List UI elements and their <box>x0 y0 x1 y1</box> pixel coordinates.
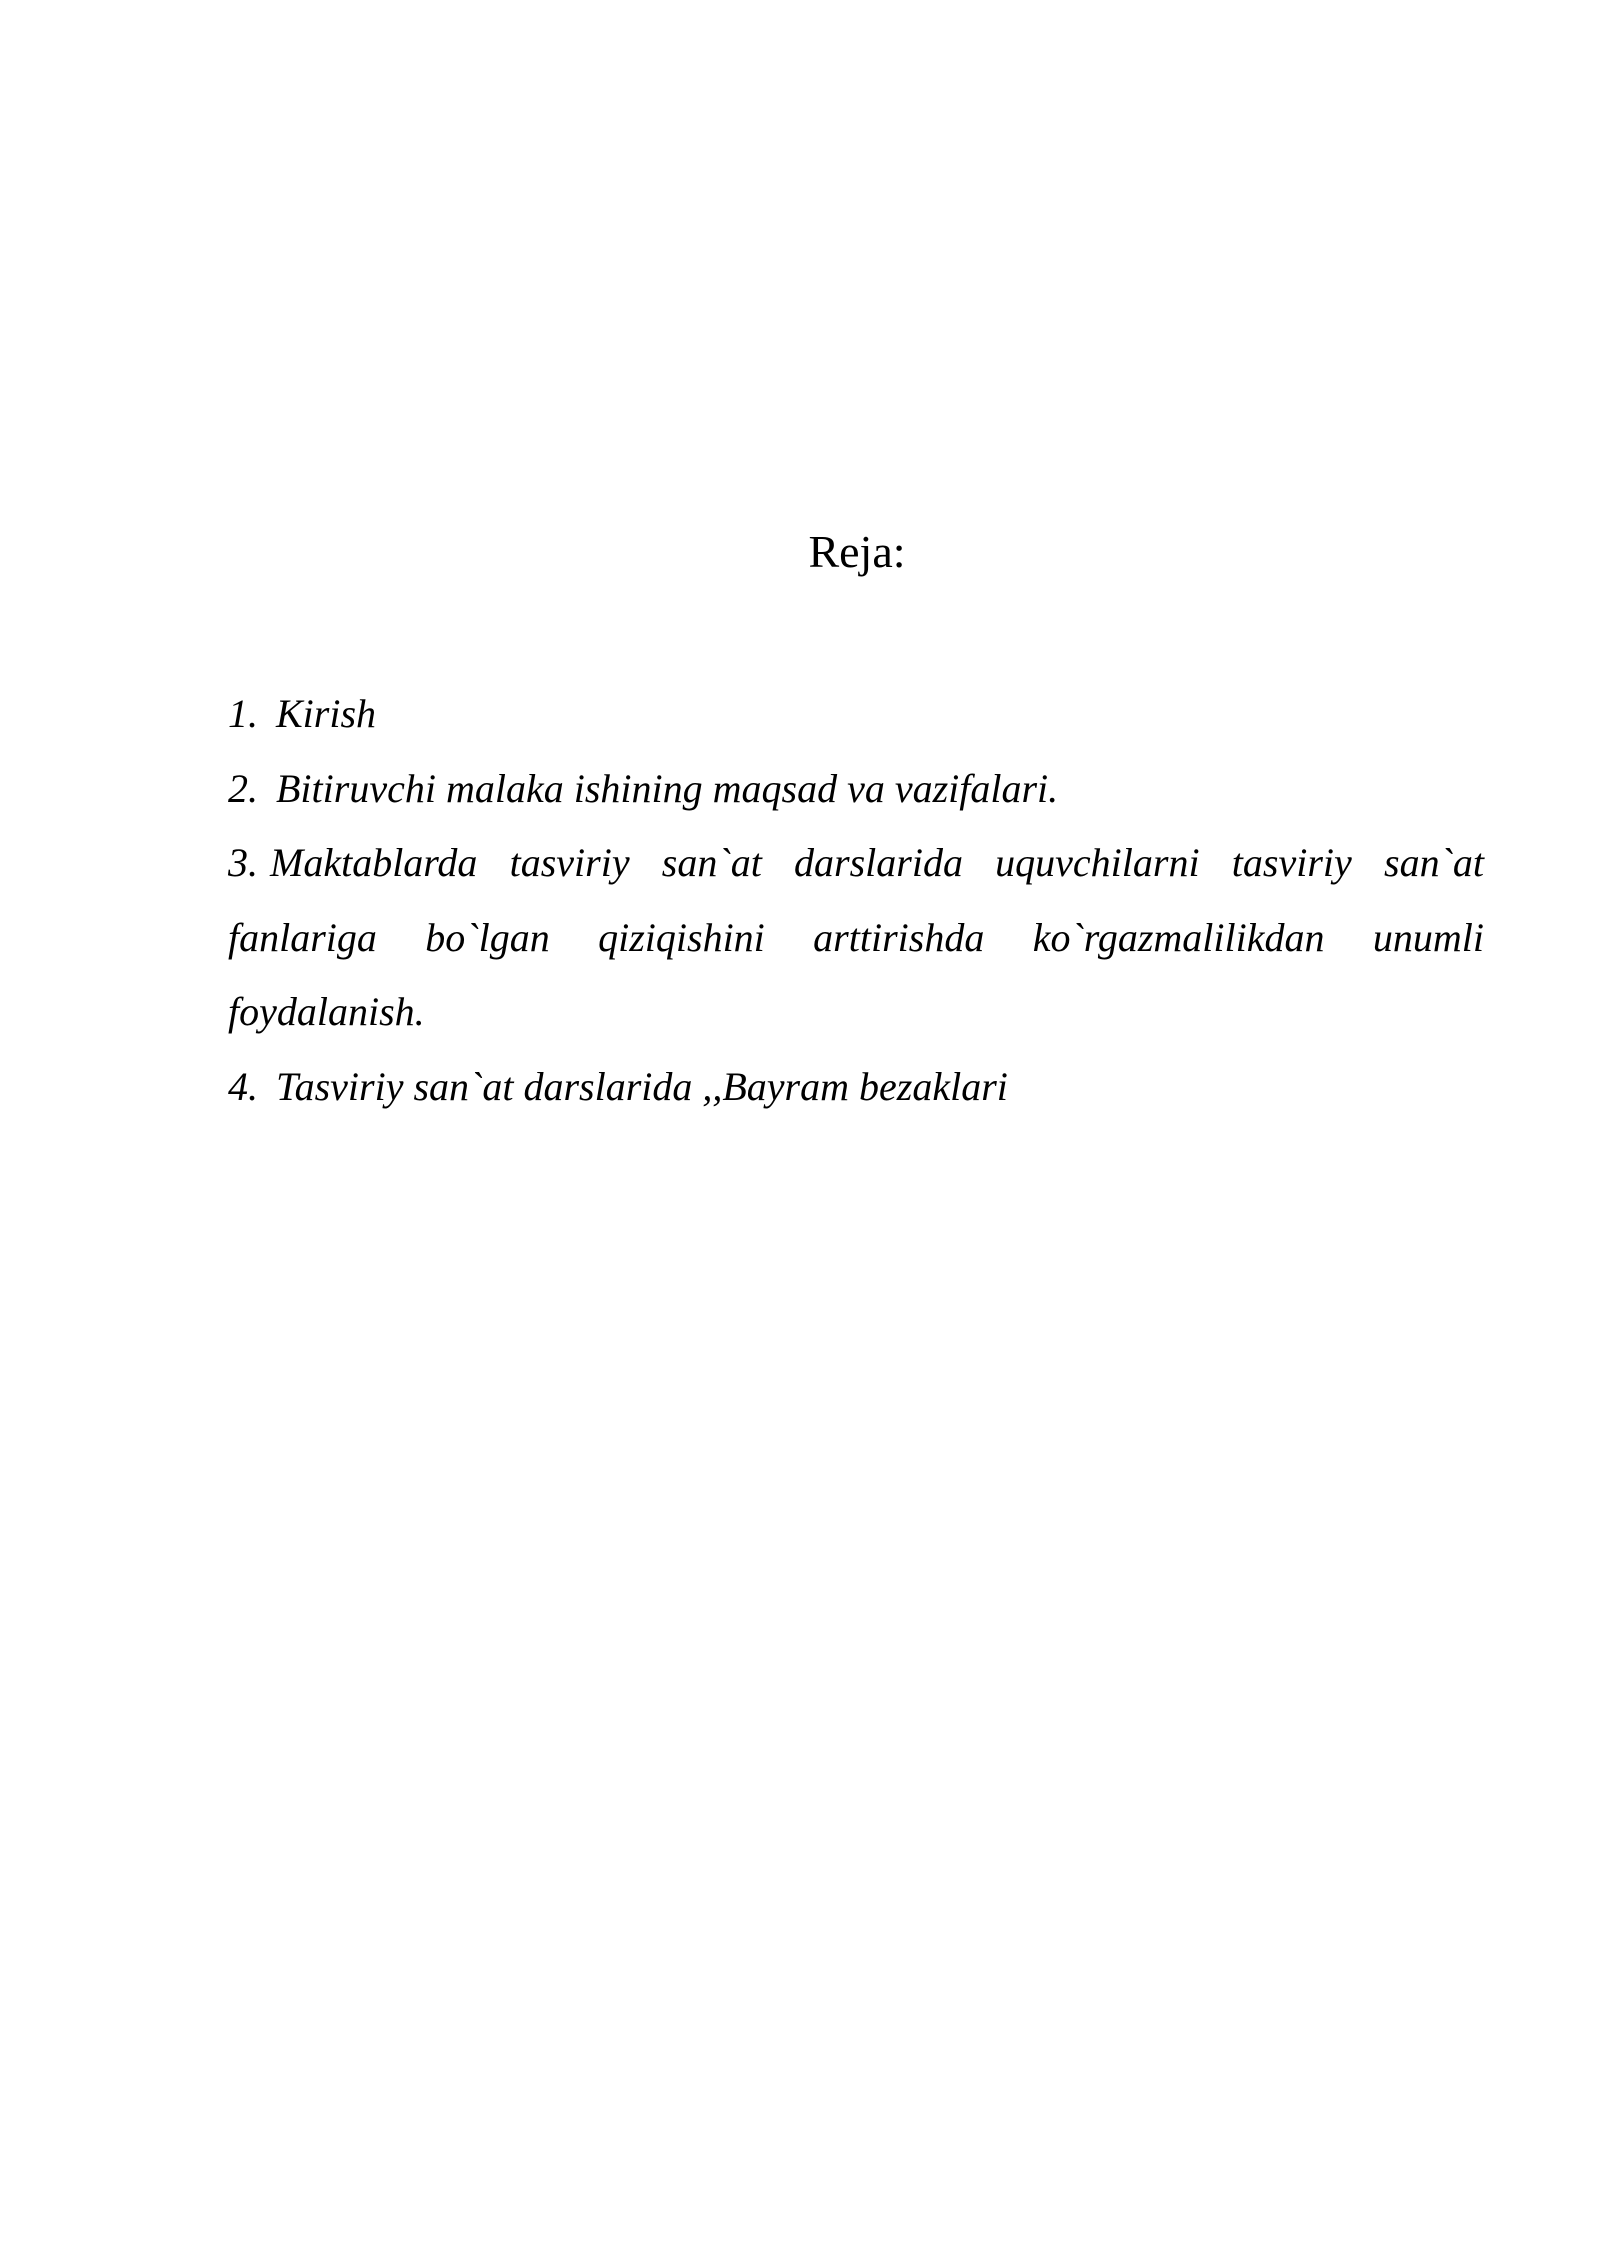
plan-item-2 <box>228 752 1484 827</box>
plan-item-number: 1. <box>228 691 258 736</box>
plan-list <box>228 677 1484 1124</box>
plan-item-3 <box>228 826 1484 1050</box>
plan-item-text: Bitiruvchi malaka ishining maqsad va vazifalari. <box>276 765 1059 811</box>
plan-item-1 <box>228 677 1484 752</box>
plan-item-text: Tasviriy san`at darslarida ,,Bayram bezaklari <box>276 1063 1008 1109</box>
plan-item-number: 3. <box>228 840 258 885</box>
plan-item-number: 4. <box>228 1063 258 1109</box>
plan-item-text: Kirish <box>276 691 377 736</box>
plan-item-4 <box>228 1050 1484 1125</box>
plan-item-number: 2. <box>228 765 258 811</box>
page-title: Reja: <box>808 526 906 577</box>
plan-item-text: Maktablarda tasviriy san`at darslarida uquvchilarni tasviriy san`at fanlariga bo`lgan qiziqishini arttirishda ko`rgazmalilikdan unumli foydalanish. <box>228 840 1484 1034</box>
